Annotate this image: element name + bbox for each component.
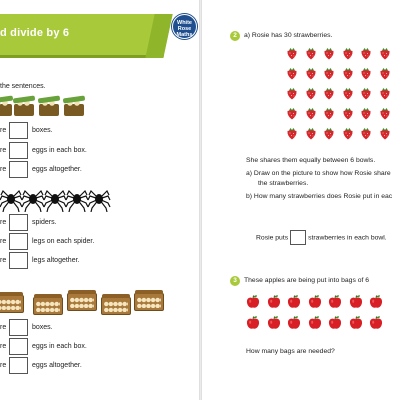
apple-icon [308, 294, 322, 309]
spider-icon [0, 191, 22, 212]
egg-tray-icon [101, 297, 131, 315]
row-prefix: re [0, 257, 7, 264]
apple-icon [267, 315, 281, 330]
strawberry-icon [286, 47, 298, 60]
question-part-a: a) Draw on the picture to show how Rosie share [246, 170, 391, 177]
row-suffix: spiders. [32, 219, 57, 226]
question-part-b: b) How many strawberries does Rosie put in eac [246, 193, 393, 200]
strawberry-icon [360, 107, 372, 120]
strawberry-icon [379, 47, 391, 60]
strawberry-icon [360, 47, 372, 60]
egg-tray-icon [33, 297, 63, 315]
right-page [202, 0, 400, 400]
strawberry-icon [323, 87, 335, 100]
strawberry-icon [342, 87, 354, 100]
answer-box[interactable] [9, 338, 28, 355]
strawberry-icon [286, 107, 298, 120]
instruction-text: the sentences. [0, 83, 46, 90]
answer-box[interactable] [9, 122, 28, 139]
question-text: She shares them equally between 6 bowls. [246, 157, 376, 164]
row-suffix: eggs in each box. [32, 147, 87, 154]
answer-row [0, 142, 87, 159]
answer-suffix: strawberries in each bowl. [308, 234, 387, 242]
strawberry-icon [379, 107, 391, 120]
question-number-badge: 2 [230, 31, 240, 41]
row-prefix: re [0, 219, 7, 226]
answer-box[interactable] [290, 230, 306, 245]
answer-sentence [256, 230, 387, 245]
apple-icon [369, 294, 383, 309]
apple-icon [349, 315, 363, 330]
spider-icon [22, 191, 44, 212]
answer-row [0, 233, 94, 250]
row-prefix: re [0, 362, 7, 369]
white-rose-maths-logo [172, 14, 197, 39]
strawberry-icon [342, 127, 354, 140]
row-prefix: re [0, 147, 7, 154]
strawberry-icon [342, 47, 354, 60]
strawberry-icon [305, 107, 317, 120]
egg-tray-icon [134, 293, 164, 311]
strawberry-icon [342, 107, 354, 120]
answer-box[interactable] [9, 319, 28, 336]
question-number-badge: 3 [230, 276, 240, 286]
row-prefix: re [0, 343, 7, 350]
answer-box[interactable] [9, 233, 28, 250]
row-suffix: legs altogether. [32, 257, 80, 264]
spider-icon [88, 191, 110, 212]
strawberry-icon [323, 47, 335, 60]
question-part-a: the strawberries. [258, 180, 309, 187]
answer-box[interactable] [9, 214, 28, 231]
answer-box[interactable] [9, 142, 28, 159]
strawberry-icon [286, 127, 298, 140]
logo-text-line: Rose [177, 26, 192, 32]
answer-box[interactable] [9, 357, 28, 374]
egg-tray-icon [0, 295, 24, 313]
egg-tray-icon [67, 293, 97, 311]
answer-row [0, 161, 82, 178]
left-page [0, 0, 199, 400]
spider-icon [66, 191, 88, 212]
answer-box[interactable] [9, 252, 28, 269]
row-suffix: eggs altogether. [32, 362, 82, 369]
page-title: d divide by 6 [0, 27, 70, 39]
strawberry-icon [360, 67, 372, 80]
logo-text-line: Maths [176, 32, 193, 38]
strawberry-icon [360, 127, 372, 140]
strawberry-icon [305, 67, 317, 80]
answer-row [0, 338, 87, 355]
apple-icon [328, 315, 342, 330]
answer-row [0, 214, 57, 231]
row-prefix: re [0, 166, 7, 173]
apple-icon [246, 315, 260, 330]
strawberry-icon [323, 67, 335, 80]
row-suffix: eggs altogether. [32, 166, 82, 173]
question-text: How many bags are needed? [246, 348, 335, 355]
answer-row [0, 122, 53, 139]
apple-icon [349, 294, 363, 309]
row-suffix: boxes. [32, 324, 53, 331]
strawberry-icon [379, 67, 391, 80]
question-text: These apples are being put into bags of 6 [244, 277, 370, 284]
row-suffix: boxes. [32, 127, 53, 134]
egg-box-icon [14, 104, 34, 116]
row-suffix: legs on each spider. [32, 238, 95, 245]
row-suffix: eggs in each box. [32, 343, 87, 350]
answer-box[interactable] [9, 161, 28, 178]
row-prefix: re [0, 238, 7, 245]
strawberry-icon [286, 87, 298, 100]
strawberry-icon [323, 107, 335, 120]
strawberry-icon [323, 127, 335, 140]
strawberry-icon [379, 87, 391, 100]
spider-icon [44, 191, 66, 212]
apple-icon [287, 294, 301, 309]
strawberry-icon [379, 127, 391, 140]
strawberry-icon [360, 87, 372, 100]
logo-text-line: White [177, 20, 192, 26]
apple-icon [267, 294, 281, 309]
row-prefix: re [0, 324, 7, 331]
question-text: a) Rosie has 30 strawberries. [244, 32, 333, 39]
strawberry-icon [305, 127, 317, 140]
strawberry-icon [342, 67, 354, 80]
apple-icon [246, 294, 260, 309]
answer-row [0, 319, 53, 336]
apple-icon [287, 315, 301, 330]
egg-box-icon [0, 104, 12, 116]
egg-box-icon [64, 104, 84, 116]
apple-icon [328, 294, 342, 309]
answer-row [0, 357, 82, 374]
egg-box-icon [39, 104, 59, 116]
strawberry-icon [305, 87, 317, 100]
apple-icon [369, 315, 383, 330]
strawberry-icon [286, 67, 298, 80]
row-prefix: re [0, 127, 7, 134]
apple-icon [308, 315, 322, 330]
answer-prefix: Rosie puts [256, 234, 289, 242]
answer-row [0, 252, 79, 269]
strawberry-icon [305, 47, 317, 60]
spider-row [0, 186, 120, 212]
